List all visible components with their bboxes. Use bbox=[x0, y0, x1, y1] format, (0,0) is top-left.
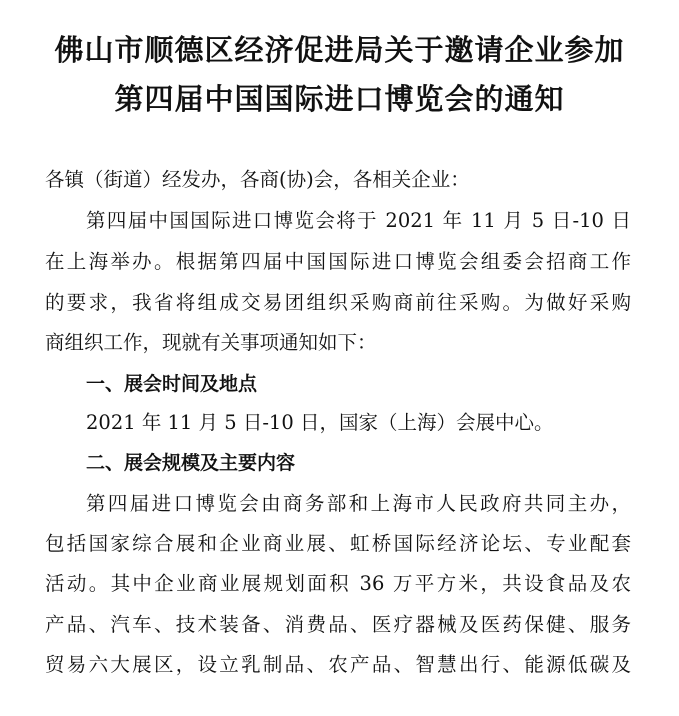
section-1-text: 2021 年 11 月 5 日-10 日，国家（上海）会展中心。 bbox=[86, 411, 554, 434]
section-2-paragraph-line: 活动。其中企业商业展规划面积 36 万平方米，共设食品及农 bbox=[45, 572, 631, 595]
document-title-line-2: 第四届中国国际进口博览会的通知 bbox=[114, 82, 565, 116]
intro-paragraph-line: 商组织工作，现就有关事项通知如下： bbox=[45, 331, 377, 354]
salutation: 各镇（街道）经发办，各商(协)会，各相关企业： bbox=[45, 168, 470, 191]
intro-paragraph-line: 第四届中国国际进口博览会将于 2021 年 11 月 5 日-10 日 bbox=[86, 209, 631, 232]
intro-paragraph-line: 在上海举办。根据第四届中国国际进口博览会组委会招商工作 bbox=[45, 250, 631, 273]
section-1-heading: 一、展会时间及地点 bbox=[86, 373, 258, 395]
section-2-paragraph-line: 贸易六大展区，设立乳制品、农产品、智慧出行、能源低碳及 bbox=[45, 653, 631, 676]
section-2-paragraph-line: 产品、汽车、技术装备、消费品、医疗器械及医药保健、服务 bbox=[45, 613, 631, 636]
section-2-paragraph-line: 第四届进口博览会由商务部和上海市人民政府共同主办， bbox=[86, 492, 631, 515]
intro-paragraph-line: 的要求，我省将组成交易团组织采购商前往采购。为做好采购 bbox=[45, 291, 631, 314]
document-title-line-1: 佛山市顺德区经济促进局关于邀请企业参加 bbox=[54, 33, 625, 67]
section-2-paragraph-line: 包括国家综合展和企业商业展、虹桥国际经济论坛、专业配套 bbox=[45, 532, 631, 555]
section-2-heading: 二、展会规模及主要内容 bbox=[86, 452, 296, 474]
